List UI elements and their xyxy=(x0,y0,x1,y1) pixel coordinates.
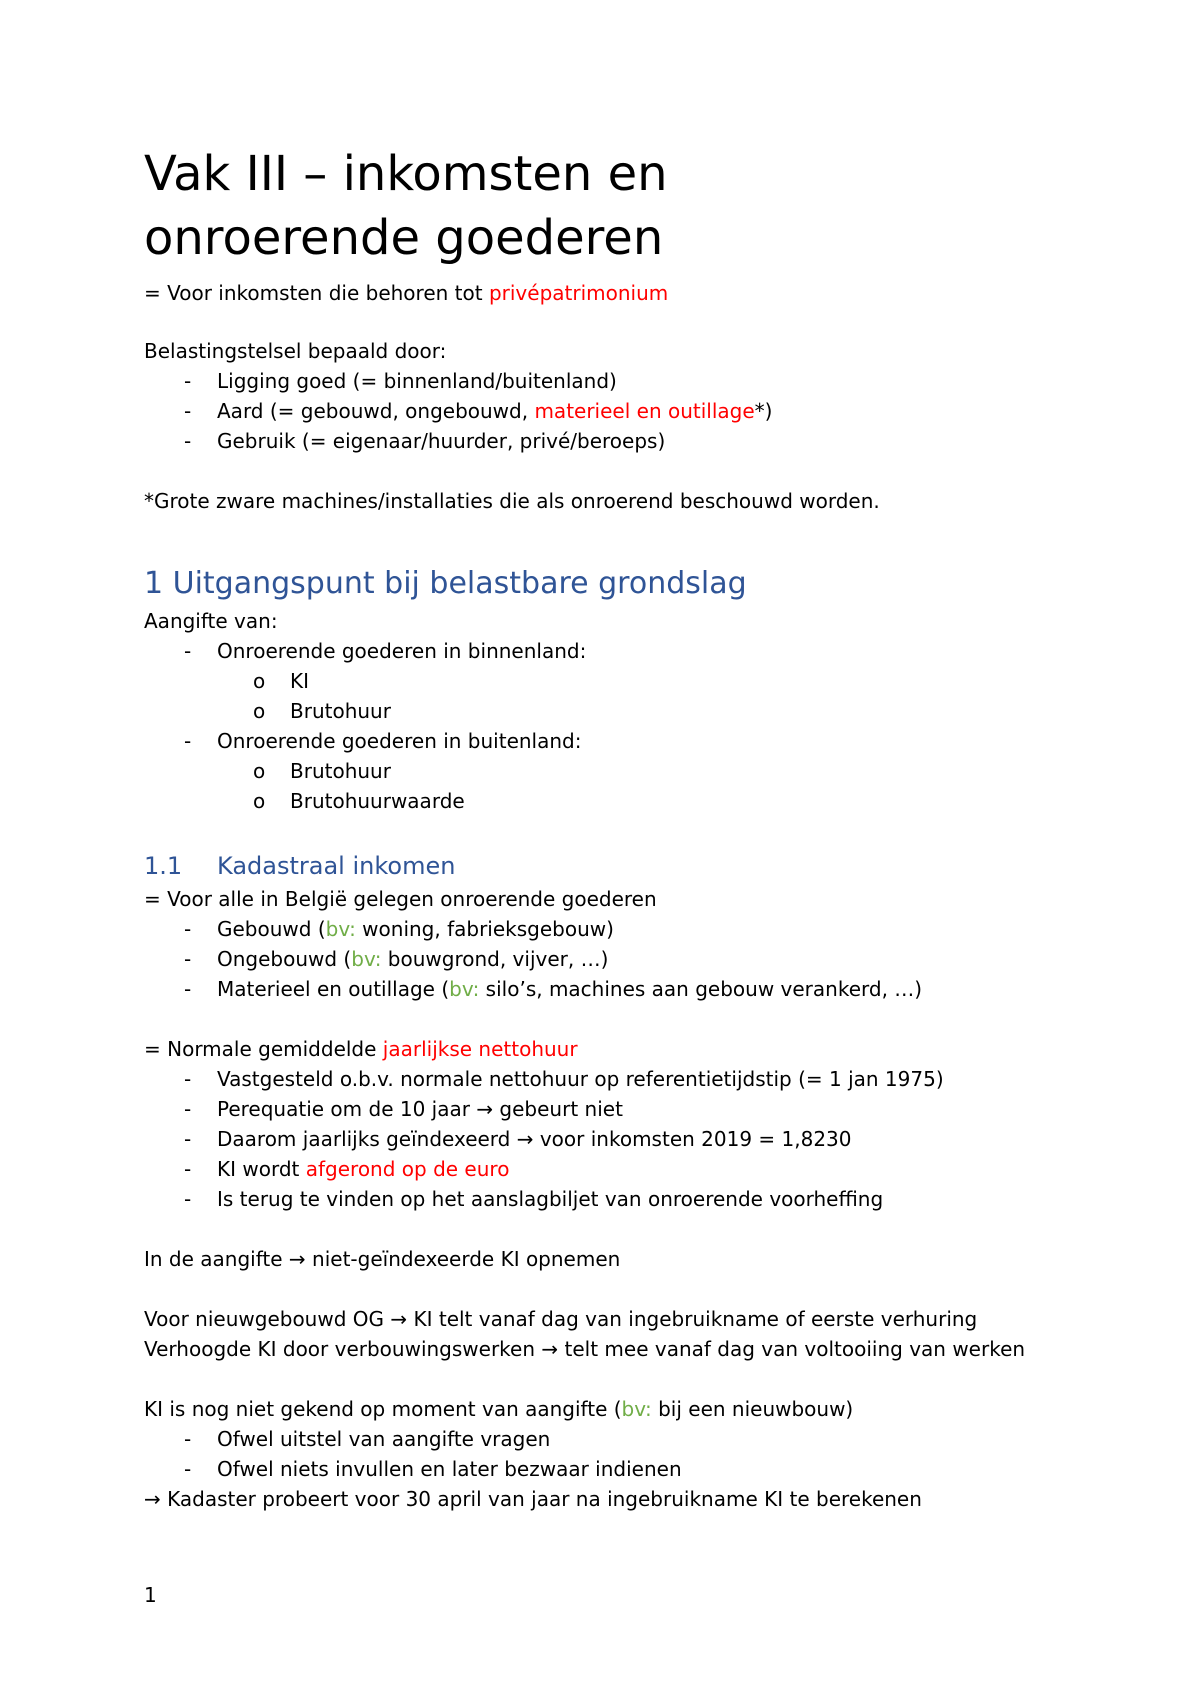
p4-prefix: KI is nog niet gekend op moment van aangifte ( xyxy=(144,1397,622,1421)
aard-prefix: Aard (= gebouwd, ongebouwd, xyxy=(217,399,535,423)
list-dash: - xyxy=(184,1157,192,1181)
materieel-suffix: silo’s, machines aan gebouw verankerd, …) xyxy=(479,977,923,1001)
list-dash: - xyxy=(184,729,192,753)
list-item-buitenland: Onroerende goederen in buitenland: xyxy=(217,729,582,753)
paragraph-kadaster: → Kadaster probeert voor 30 april van jaar na ingebruikname KI te berekenen xyxy=(144,1487,922,1511)
list-item-binnenland: Onroerende goederen in binnenland: xyxy=(217,639,587,663)
def2-prefix: = Normale gemiddelde xyxy=(144,1037,383,1061)
list-item-gebouwd xyxy=(217,916,614,942)
ongebouwd-prefix: Ongebouwd ( xyxy=(217,947,352,971)
materieel-prefix: Materieel en outillage ( xyxy=(217,977,450,1001)
list-dash: - xyxy=(184,977,192,1001)
list-dash: - xyxy=(184,639,192,663)
afgerond-highlight: afgerond op de euro xyxy=(305,1157,510,1181)
circle-bullet: o xyxy=(253,669,266,693)
list-item-afgerond xyxy=(217,1156,509,1182)
list-item-gebruik: Gebruik (= eigenaar/huurder, privé/beroeps) xyxy=(217,429,666,453)
page-number: 1 xyxy=(144,1583,157,1607)
bv-label: bv: xyxy=(621,1397,652,1421)
sub-item-brutohuur: Brutohuur xyxy=(290,699,391,723)
sub-item-brutohuurwaarde: Brutohuurwaarde xyxy=(290,789,465,813)
intro-highlight: privépatrimonium xyxy=(488,281,669,305)
aard-suffix: *) xyxy=(754,399,773,423)
list-dash: - xyxy=(184,1127,192,1151)
paragraph-aangifte: In de aangifte → niet-geïndexeerde KI opnemen xyxy=(144,1247,621,1271)
list-dash: - xyxy=(184,1187,192,1211)
list-dash: - xyxy=(184,1457,192,1481)
bv-label: bv: xyxy=(351,947,382,971)
section-1-heading: 1 Uitgangspunt bij belastbare grondslag xyxy=(144,566,747,601)
sub-item-ki: KI xyxy=(290,669,310,693)
ki-definition-2 xyxy=(144,1036,578,1062)
document-title-line2: onroerende goederen xyxy=(144,210,664,266)
list-item-ongebouwd xyxy=(217,946,608,972)
belastingstelsel-heading: Belastingstelsel bepaald door: xyxy=(144,339,447,363)
list-dash: - xyxy=(184,947,192,971)
ki-definition-1: = Voor alle in België gelegen onroerende goederen xyxy=(144,887,657,911)
list-dash: - xyxy=(184,399,192,423)
paragraph-verhoogde-ki: Verhoogde KI door verbouwingswerken → telt mee vanaf dag van voltooiing van werken xyxy=(144,1337,1026,1361)
intro-line xyxy=(144,280,668,306)
gebouwd-prefix: Gebouwd ( xyxy=(217,917,326,941)
list-item-perequatie: Perequatie om de 10 jaar → gebeurt niet xyxy=(217,1097,623,1121)
list-dash: - xyxy=(184,369,192,393)
list-item-materieel xyxy=(217,976,922,1002)
list-item-aard xyxy=(217,398,772,424)
document-title-line1: Vak III – inkomsten en xyxy=(144,146,668,202)
aangifte-label: Aangifte van: xyxy=(144,609,278,633)
bv-label: bv: xyxy=(325,917,356,941)
list-dash: - xyxy=(184,1427,192,1451)
sub-item-brutohuur: Brutohuur xyxy=(290,759,391,783)
afgerond-prefix: KI wordt xyxy=(217,1157,306,1181)
section-1-1-heading: Kadastraal inkomen xyxy=(217,852,456,880)
list-item-aanslagbiljet: Is terug te vinden op het aanslagbiljet van onroerende voorheffing xyxy=(217,1187,884,1211)
paragraph-ki-niet-gekend xyxy=(144,1396,853,1422)
circle-bullet: o xyxy=(253,699,266,723)
gebouwd-suffix: woning, fabrieksgebouw) xyxy=(355,917,614,941)
p4-suffix: bij een nieuwbouw) xyxy=(651,1397,854,1421)
def2-highlight: jaarlijkse nettohuur xyxy=(382,1037,578,1061)
circle-bullet: o xyxy=(253,789,266,813)
list-dash: - xyxy=(184,917,192,941)
list-item-uitstel: Ofwel uitstel van aangifte vragen xyxy=(217,1427,551,1451)
intro-prefix: = Voor inkomsten die behoren tot xyxy=(144,281,489,305)
footnote: *Grote zware machines/installaties die als onroerend beschouwd worden. xyxy=(144,489,880,513)
paragraph-nieuwgebouwd: Voor nieuwgebouwd OG → KI telt vanaf dag van ingebruikname of eerste verhuring xyxy=(144,1307,978,1331)
section-1-1-number: 1.1 xyxy=(144,852,183,880)
circle-bullet: o xyxy=(253,759,266,783)
bv-label: bv: xyxy=(449,977,480,1001)
aard-highlight: materieel en outillage xyxy=(534,399,755,423)
ongebouwd-suffix: bouwgrond, vijver, …) xyxy=(381,947,609,971)
list-dash: - xyxy=(184,1097,192,1121)
list-dash: - xyxy=(184,1067,192,1091)
list-item-vastgesteld: Vastgesteld o.b.v. normale nettohuur op referentietijdstip (= 1 jan 1975) xyxy=(217,1067,944,1091)
list-item-bezwaar: Ofwel niets invullen en later bezwaar indienen xyxy=(217,1457,682,1481)
list-item-geindexeerd: Daarom jaarlijks geïndexeerd → voor inkomsten 2019 = 1,8230 xyxy=(217,1127,852,1151)
list-item-ligging: Ligging goed (= binnenland/buitenland) xyxy=(217,369,617,393)
list-dash: - xyxy=(184,429,192,453)
